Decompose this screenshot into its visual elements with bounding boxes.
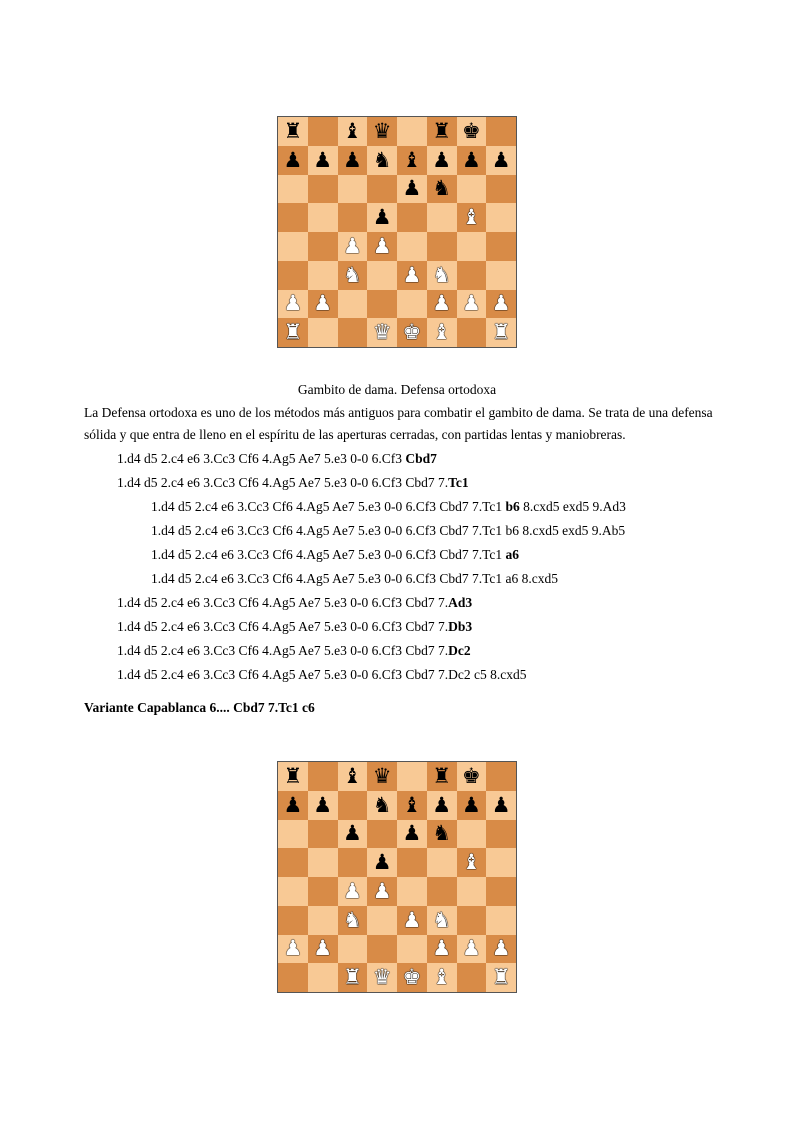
- white-rook-icon: ♜: [486, 963, 516, 992]
- square-a6: [278, 175, 308, 204]
- square-f5: [427, 203, 457, 232]
- variation-line-3: 1.d4 d5 2.c4 e6 3.Cc3 Cf6 4.Ag5 Ae7 5.e3 0-0 6.Cf3 Cbd7 7.Tc1 b6 8.cxd5 exd5 9.Ad3: [151, 499, 626, 514]
- black-rook-icon: ♜: [427, 117, 457, 146]
- black-pawn-icon: ♟: [486, 146, 516, 175]
- square-f4: [427, 232, 457, 261]
- square-b8: [308, 762, 338, 791]
- square-d3: [367, 261, 397, 290]
- square-b5: [308, 848, 338, 877]
- square-a3: [278, 261, 308, 290]
- black-rook-icon: ♜: [278, 762, 308, 791]
- white-knight-icon: ♞: [427, 261, 457, 290]
- square-b3: [308, 906, 338, 935]
- square-c6: [338, 175, 368, 204]
- variation-line-7: 1.d4 d5 2.c4 e6 3.Cc3 Cf6 4.Ag5 Ae7 5.e3 0-0 6.Cf3 Cbd7 7.Ad3: [117, 595, 473, 610]
- white-pawn-icon: ♟: [457, 935, 487, 964]
- square-b4: [308, 877, 338, 906]
- square-e2: [397, 290, 427, 319]
- black-knight-icon: ♞: [427, 175, 457, 204]
- white-pawn-icon: ♟: [457, 290, 487, 319]
- square-h4: [486, 232, 516, 261]
- black-king-icon: ♚: [457, 762, 487, 791]
- square-d3: [367, 906, 397, 935]
- intro-paragraph: La Defensa ortodoxa es uno de los métodos más antiguos para combatir el gambito de dama. Se trata de una defensa sólida y que entra de lleno en el espíritu de las aperturas cerradas, con partidas lentas y maniobreras.: [84, 405, 713, 442]
- black-pawn-icon: ♟: [397, 175, 427, 204]
- white-pawn-icon: ♟: [367, 232, 397, 261]
- black-knight-icon: ♞: [367, 146, 397, 175]
- square-g3: [457, 261, 487, 290]
- white-knight-icon: ♞: [338, 261, 368, 290]
- white-pawn-icon: ♟: [338, 232, 368, 261]
- black-pawn-icon: ♟: [338, 820, 368, 849]
- white-pawn-icon: ♟: [308, 290, 338, 319]
- white-pawn-icon: ♟: [278, 935, 308, 964]
- black-bishop-icon: ♝: [397, 791, 427, 820]
- square-a4: [278, 877, 308, 906]
- black-pawn-icon: ♟: [367, 203, 397, 232]
- white-bishop-icon: ♝: [457, 203, 487, 232]
- square-b1: [308, 963, 338, 992]
- square-g1: [457, 963, 487, 992]
- chess-diagram-1: [277, 116, 517, 348]
- square-c2: [338, 935, 368, 964]
- square-e8: [397, 762, 427, 791]
- black-rook-icon: ♜: [427, 762, 457, 791]
- square-e5: [397, 848, 427, 877]
- white-king-icon: ♚: [397, 963, 427, 992]
- black-bishop-icon: ♝: [338, 117, 368, 146]
- chess-diagram-2: [277, 761, 517, 993]
- white-queen-icon: ♛: [367, 963, 397, 992]
- white-rook-icon: ♜: [278, 318, 308, 347]
- black-pawn-icon: ♟: [457, 791, 487, 820]
- white-pawn-icon: ♟: [278, 290, 308, 319]
- black-pawn-icon: ♟: [427, 791, 457, 820]
- square-b4: [308, 232, 338, 261]
- variation-line-6: 1.d4 d5 2.c4 e6 3.Cc3 Cf6 4.Ag5 Ae7 5.e3 0-0 6.Cf3 Cbd7 7.Tc1 a6 8.cxd5: [151, 571, 558, 586]
- square-c1: [338, 318, 368, 347]
- white-pawn-icon: ♟: [486, 290, 516, 319]
- section-heading: Variante Capablanca 6.... Cbd7 7.Tc1 c6: [84, 700, 315, 715]
- black-knight-icon: ♞: [367, 791, 397, 820]
- square-a5: [278, 848, 308, 877]
- square-a6: [278, 820, 308, 849]
- black-king-icon: ♚: [457, 117, 487, 146]
- square-f5: [427, 848, 457, 877]
- white-rook-icon: ♜: [338, 963, 368, 992]
- square-d2: [367, 290, 397, 319]
- square-b5: [308, 203, 338, 232]
- square-a1: [278, 963, 308, 992]
- square-g4: [457, 232, 487, 261]
- square-h8: [486, 117, 516, 146]
- square-b8: [308, 117, 338, 146]
- square-e4: [397, 877, 427, 906]
- white-queen-icon: ♛: [367, 318, 397, 347]
- black-pawn-icon: ♟: [427, 146, 457, 175]
- square-a5: [278, 203, 308, 232]
- diagram-caption: Gambito de dama. Defensa ortodoxa: [297, 382, 497, 397]
- black-knight-icon: ♞: [427, 820, 457, 849]
- square-c2: [338, 290, 368, 319]
- white-pawn-icon: ♟: [338, 877, 368, 906]
- square-g1: [457, 318, 487, 347]
- black-pawn-icon: ♟: [486, 791, 516, 820]
- variation-line-2: 1.d4 d5 2.c4 e6 3.Cc3 Cf6 4.Ag5 Ae7 5.e3 0-0 6.Cf3 Cbd7 7.Tc1: [117, 475, 469, 490]
- square-c5: [338, 203, 368, 232]
- black-bishop-icon: ♝: [338, 762, 368, 791]
- square-g3: [457, 906, 487, 935]
- square-h8: [486, 762, 516, 791]
- black-queen-icon: ♛: [367, 117, 397, 146]
- square-h3: [486, 906, 516, 935]
- square-e8: [397, 117, 427, 146]
- variation-line-10: 1.d4 d5 2.c4 e6 3.Cc3 Cf6 4.Ag5 Ae7 5.e3 0-0 6.Cf3 Cbd7 7.Dc2 c5 8.cxd5: [117, 667, 527, 682]
- square-d2: [367, 935, 397, 964]
- square-g4: [457, 877, 487, 906]
- square-h6: [486, 175, 516, 204]
- variation-line-1: 1.d4 d5 2.c4 e6 3.Cc3 Cf6 4.Ag5 Ae7 5.e3 0-0 6.Cf3 Cbd7: [117, 451, 437, 466]
- black-pawn-icon: ♟: [308, 146, 338, 175]
- square-h4: [486, 877, 516, 906]
- white-pawn-icon: ♟: [397, 261, 427, 290]
- square-a4: [278, 232, 308, 261]
- white-pawn-icon: ♟: [427, 935, 457, 964]
- square-d6: [367, 175, 397, 204]
- variation-line-9: 1.d4 d5 2.c4 e6 3.Cc3 Cf6 4.Ag5 Ae7 5.e3 0-0 6.Cf3 Cbd7 7.Dc2: [117, 643, 471, 658]
- white-rook-icon: ♜: [486, 318, 516, 347]
- square-g6: [457, 820, 487, 849]
- square-e4: [397, 232, 427, 261]
- square-b6: [308, 175, 338, 204]
- white-knight-icon: ♞: [338, 906, 368, 935]
- square-h5: [486, 848, 516, 877]
- white-bishop-icon: ♝: [427, 318, 457, 347]
- square-c5: [338, 848, 368, 877]
- square-b1: [308, 318, 338, 347]
- variation-line-4: 1.d4 d5 2.c4 e6 3.Cc3 Cf6 4.Ag5 Ae7 5.e3 0-0 6.Cf3 Cbd7 7.Tc1 b6 8.cxd5 exd5 9.Ab5: [151, 523, 626, 538]
- black-pawn-icon: ♟: [397, 820, 427, 849]
- black-pawn-icon: ♟: [308, 791, 338, 820]
- square-a3: [278, 906, 308, 935]
- white-pawn-icon: ♟: [397, 906, 427, 935]
- square-b6: [308, 820, 338, 849]
- black-pawn-icon: ♟: [278, 146, 308, 175]
- square-g6: [457, 175, 487, 204]
- square-e5: [397, 203, 427, 232]
- square-d6: [367, 820, 397, 849]
- black-queen-icon: ♛: [367, 762, 397, 791]
- white-pawn-icon: ♟: [308, 935, 338, 964]
- square-h5: [486, 203, 516, 232]
- square-c7: [338, 791, 368, 820]
- white-pawn-icon: ♟: [427, 290, 457, 319]
- white-pawn-icon: ♟: [486, 935, 516, 964]
- square-e2: [397, 935, 427, 964]
- variation-line-5: 1.d4 d5 2.c4 e6 3.Cc3 Cf6 4.Ag5 Ae7 5.e3 0-0 6.Cf3 Cbd7 7.Tc1 a6: [151, 547, 520, 562]
- square-f4: [427, 877, 457, 906]
- black-pawn-icon: ♟: [338, 146, 368, 175]
- square-b3: [308, 261, 338, 290]
- white-pawn-icon: ♟: [367, 877, 397, 906]
- white-knight-icon: ♞: [427, 906, 457, 935]
- square-h3: [486, 261, 516, 290]
- black-pawn-icon: ♟: [367, 848, 397, 877]
- variation-line-8: 1.d4 d5 2.c4 e6 3.Cc3 Cf6 4.Ag5 Ae7 5.e3 0-0 6.Cf3 Cbd7 7.Db3: [117, 619, 473, 634]
- white-bishop-icon: ♝: [457, 848, 487, 877]
- black-rook-icon: ♜: [278, 117, 308, 146]
- black-pawn-icon: ♟: [278, 791, 308, 820]
- black-pawn-icon: ♟: [457, 146, 487, 175]
- black-bishop-icon: ♝: [397, 146, 427, 175]
- white-bishop-icon: ♝: [427, 963, 457, 992]
- square-h6: [486, 820, 516, 849]
- white-king-icon: ♚: [397, 318, 427, 347]
